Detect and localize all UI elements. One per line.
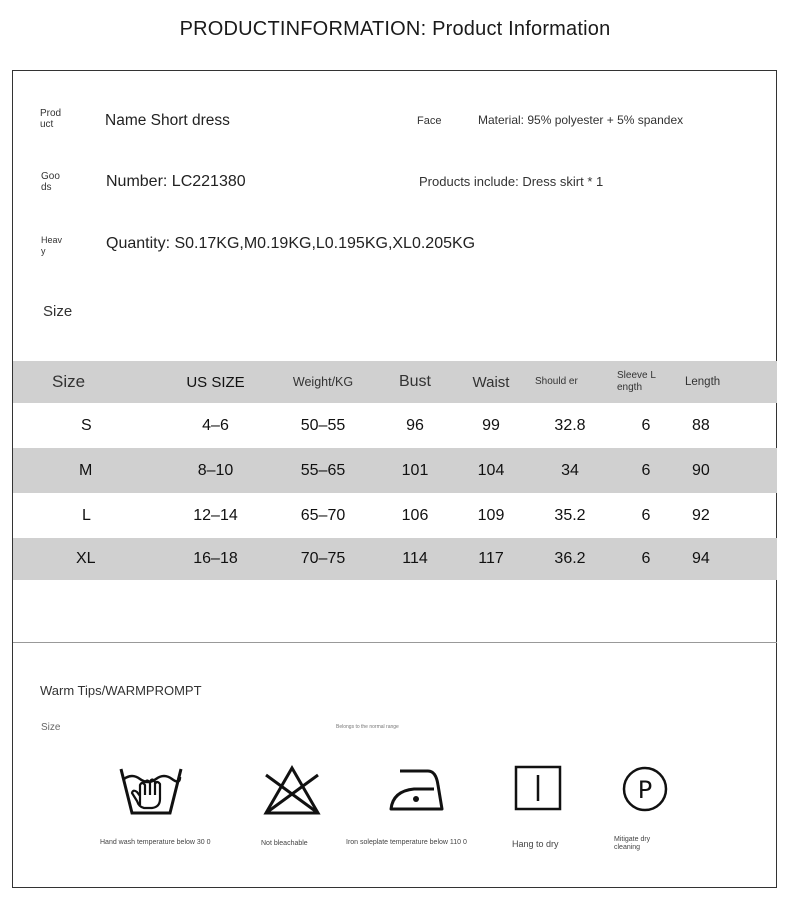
cell-us-size: 16–18 <box>193 550 238 567</box>
section-divider <box>13 642 777 643</box>
page-title: PRODUCTINFORMATION: Product Information <box>179 18 611 40</box>
heavy-label: Heav y <box>41 235 63 256</box>
cell-us-size: 4–6 <box>202 416 229 434</box>
hand-wash-icon <box>118 765 182 821</box>
products-include: Products include: Dress skirt * 1 <box>419 174 604 189</box>
header-us-size: US SIZE <box>186 373 245 391</box>
iron-icon <box>388 765 452 821</box>
iron-label: Iron soleplate temperature below 110 0 <box>346 839 467 846</box>
cell-bust: 114 <box>402 550 428 567</box>
weight-quantity: Quantity: S0.17KG,M0.19KG,L0.195KG,XL0.205KG <box>106 235 476 252</box>
cell-size: L <box>82 506 91 524</box>
cell-shoulder: 34 <box>561 461 579 479</box>
cell-waist: 109 <box>477 506 505 524</box>
cell-length: 90 <box>692 461 710 479</box>
material-text: Material: 95% polyester + 5% spandex <box>478 113 684 127</box>
product-label: Prod uct <box>40 108 62 130</box>
cell-length: 92 <box>692 506 710 524</box>
face-label: Face <box>417 115 442 127</box>
cell-weight: 65–70 <box>300 506 346 524</box>
cell-size: XL <box>76 550 96 567</box>
warm-tips-title: Warm Tips/WARMPROMPT <box>40 683 202 698</box>
cell-us-size: 8–10 <box>197 461 234 479</box>
no-bleach-label: Not bleachable <box>261 840 308 847</box>
header-weight: Weight/KG <box>292 375 354 389</box>
cell-us-size: 12–14 <box>193 506 238 524</box>
cell-sleeve: 6 <box>641 461 651 479</box>
cell-weight: 55–65 <box>300 461 346 479</box>
header-sleeve-length-text: Sleeve L ength <box>617 370 656 393</box>
cell-weight: 70–75 <box>300 550 346 567</box>
header-shoulder: Should er <box>535 376 578 387</box>
header-bust: Bust <box>398 373 431 390</box>
hang-dry-label: Hang to dry <box>512 839 559 849</box>
svg-text:P: P <box>637 776 653 804</box>
cell-shoulder: 35.2 <box>554 506 586 524</box>
normal-range-note: Belongs to the normal range <box>336 724 399 730</box>
product-name: Name Short dress <box>105 112 230 129</box>
table-row <box>13 538 777 580</box>
cell-size: M <box>79 461 93 479</box>
header-sleeve-length <box>615 361 677 403</box>
table-row <box>13 403 777 448</box>
dry-clean-label: Mitigate dry cleaning <box>614 836 651 851</box>
cell-bust: 101 <box>401 461 429 479</box>
header-waist: Waist <box>472 373 510 391</box>
cell-sleeve: 6 <box>641 506 651 524</box>
size-table <box>13 361 777 580</box>
table-row <box>13 493 777 538</box>
dry-clean-p-icon <box>621 765 685 821</box>
cell-weight: 50–55 <box>300 416 346 434</box>
cell-waist: 117 <box>478 550 504 567</box>
cell-bust: 106 <box>401 506 429 524</box>
goods-label: Goo ds <box>41 171 60 193</box>
cell-waist: 104 <box>477 461 505 479</box>
cell-waist: 99 <box>482 416 500 434</box>
no-bleach-icon <box>262 765 326 821</box>
cell-length: 88 <box>692 416 710 434</box>
cell-length: 94 <box>692 550 710 567</box>
cell-shoulder: 36.2 <box>554 550 586 567</box>
tips-size-label: Size <box>41 722 61 733</box>
cell-sleeve: 6 <box>641 550 651 567</box>
hand-wash-label: Hand wash temperature below 30 0 <box>100 839 211 846</box>
hang-dry-icon <box>514 765 578 821</box>
cell-shoulder: 32.8 <box>554 416 586 434</box>
item-number: Number: LC221380 <box>106 173 246 190</box>
cell-bust: 96 <box>406 416 424 434</box>
cell-sleeve: 6 <box>641 416 651 434</box>
table-row <box>13 448 777 493</box>
header-length: Length <box>685 376 721 388</box>
size-section-label: Size <box>43 303 73 320</box>
header-size: Size <box>52 372 86 391</box>
cell-size: S <box>81 416 92 434</box>
table-header-row <box>13 361 777 403</box>
